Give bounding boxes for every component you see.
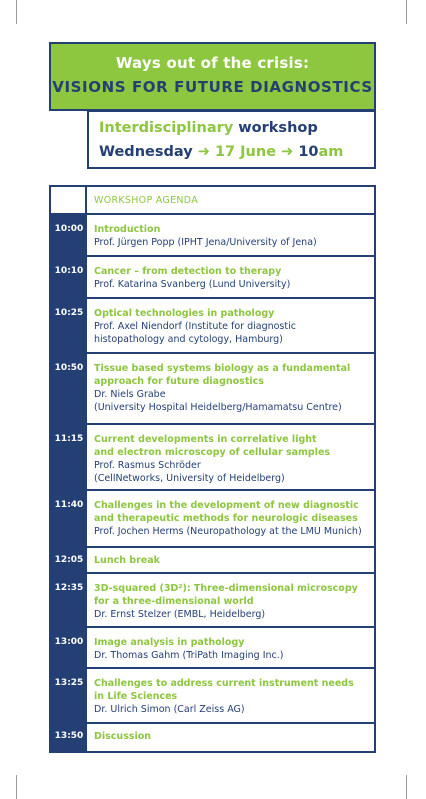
agenda-time: 10:00 bbox=[51, 215, 87, 255]
agenda-speaker: Prof. Axel Niendorf (Institute for diagnostic histopathology and cytology, Hamburg) bbox=[94, 321, 296, 345]
agenda-speaker: Prof. Jochen Herms (Neuropathology at the LMU Munich) bbox=[94, 526, 362, 537]
title-line-2: VISIONS FOR FUTURE DIAGNOSTICS bbox=[52, 78, 373, 96]
agenda-speaker: Prof. Katarina Svanberg (Lund University) bbox=[94, 279, 291, 290]
crop-mark bbox=[16, 0, 17, 24]
agenda-row bbox=[51, 548, 374, 574]
crop-mark bbox=[16, 775, 17, 799]
agenda-title: Introduction bbox=[94, 224, 161, 235]
agenda-title: 3D-squared (3D²): Three-dimensional microscopy for a three-dimensional world bbox=[94, 583, 358, 607]
agenda-time: 11:40 bbox=[51, 491, 87, 546]
agenda-time: 13:25 bbox=[51, 669, 87, 722]
crop-mark bbox=[406, 0, 407, 24]
agenda-row bbox=[51, 215, 374, 257]
workshop-time-suffix: am bbox=[318, 144, 344, 160]
agenda-speaker: Dr. Thomas Gahm (TriPath Imaging Inc.) bbox=[94, 650, 284, 661]
agenda-title: Lunch break bbox=[94, 555, 160, 566]
agenda-title: Challenges in the development of new diagnostic and therapeutic methods for neurologic diseases bbox=[94, 500, 359, 524]
workshop-type bbox=[99, 120, 318, 136]
workshop-type-label: workshop bbox=[238, 120, 318, 136]
agenda-title: Cancer – from detection to therapy bbox=[94, 266, 282, 277]
workshop-type-word: Interdisciplinary bbox=[99, 120, 234, 136]
agenda-speaker: Dr. Ernst Stelzer (EMBL, Heidelberg) bbox=[94, 609, 266, 620]
agenda-row bbox=[51, 491, 374, 548]
agenda-header-row bbox=[51, 187, 374, 215]
agenda-time: 10:50 bbox=[51, 354, 87, 423]
title-line-1: Ways out of the crisis: bbox=[115, 54, 310, 72]
agenda-time: 11:15 bbox=[51, 425, 87, 489]
title-banner bbox=[49, 42, 376, 111]
workshop-day: Wednesday bbox=[99, 144, 193, 160]
agenda-speaker: Dr. Ulrich Simon (Carl Zeiss AG) bbox=[94, 704, 245, 715]
workshop-time-number: 10 bbox=[298, 144, 319, 160]
agenda-title: Challenges to address current instrument needs in Life Sciences bbox=[94, 678, 354, 702]
agenda-row bbox=[51, 669, 374, 724]
crop-mark bbox=[406, 775, 407, 799]
agenda-row bbox=[51, 299, 374, 354]
agenda-row bbox=[51, 354, 374, 425]
agenda-title: Current developments in correlative light and electron microscopy of cellular samples bbox=[94, 434, 331, 458]
workshop-date-value: 17 June bbox=[214, 144, 277, 160]
agenda-speaker: Dr. Niels Grabe (University Hospital Heidelberg/Hamamatsu Centre) bbox=[94, 389, 342, 413]
agenda-title: Optical technologies in pathology bbox=[94, 308, 275, 319]
agenda-row bbox=[51, 628, 374, 669]
agenda-time: 10:25 bbox=[51, 299, 87, 352]
agenda-time: 13:00 bbox=[51, 628, 87, 667]
agenda-title: Tissue based systems biology as a fundamental approach for future diagnostics bbox=[94, 363, 351, 387]
agenda-speaker: Prof. Rasmus Schröder (CellNetworks, University of Heidelberg) bbox=[94, 460, 285, 484]
agenda-header-time-cell bbox=[51, 187, 87, 213]
agenda-row bbox=[51, 257, 374, 299]
agenda-time: 12:05 bbox=[51, 548, 87, 572]
workshop-date bbox=[99, 144, 343, 160]
agenda-row bbox=[51, 425, 374, 491]
agenda-title: Discussion bbox=[94, 731, 152, 742]
agenda-speaker: Prof. Jürgen Popp (IPHT Jena/University of Jena) bbox=[94, 237, 317, 248]
agenda-title: Image analysis in pathology bbox=[94, 637, 245, 648]
agenda-time: 12:35 bbox=[51, 574, 87, 626]
workshop-info-box bbox=[87, 110, 376, 169]
agenda-table bbox=[49, 185, 376, 753]
agenda-time: 13:50 bbox=[51, 724, 87, 751]
arrow-icon: ➜ bbox=[281, 144, 294, 160]
agenda-time: 10:10 bbox=[51, 257, 87, 297]
agenda-row bbox=[51, 724, 374, 751]
agenda-heading: WORKSHOP AGENDA bbox=[94, 195, 199, 206]
arrow-icon: ➜ bbox=[197, 144, 210, 160]
agenda-row bbox=[51, 574, 374, 628]
